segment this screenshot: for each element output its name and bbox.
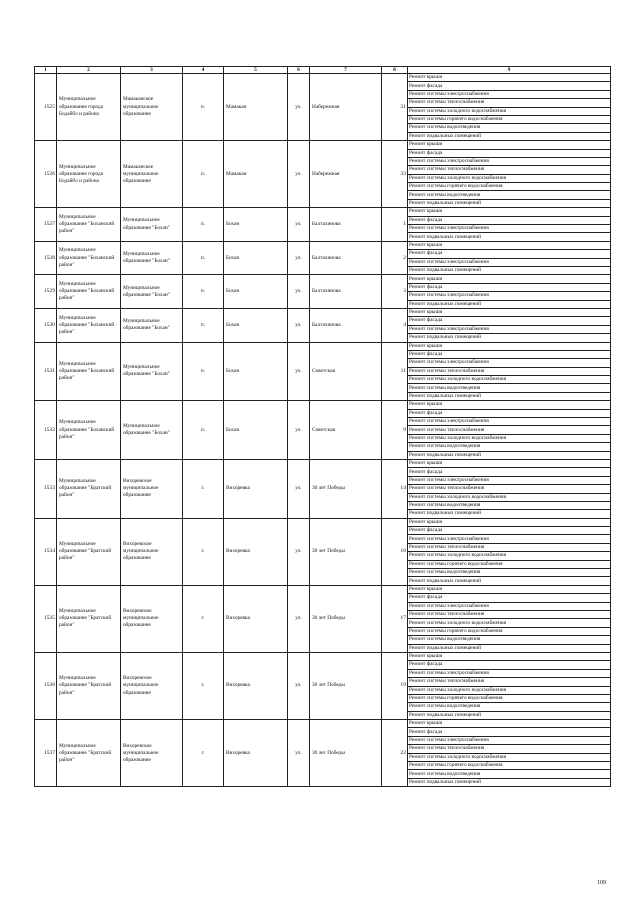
settlement-cell: Вихоревское муниципальное образование	[121, 518, 183, 585]
settlement-cell: Мамаканское муниципальное образование	[121, 74, 183, 141]
locality-cell: Бохан	[224, 241, 288, 275]
row-number-cell: 1535	[35, 585, 57, 652]
locality-cell: Бохан	[224, 275, 288, 309]
work-type-cell: Ремонт системы теплоснабжения	[408, 166, 611, 174]
row-number-cell: 1532	[35, 401, 57, 460]
locality-type-cell: п.	[183, 342, 224, 401]
work-type-cell: Ремонт системы электроснабжения	[408, 418, 611, 426]
house-number-cell: 3	[382, 275, 408, 309]
work-type-cell: Ремонт крыши	[408, 208, 611, 216]
work-type-cell: Ремонт системы электроснабжения	[408, 359, 611, 367]
municipal-district-cell: Муниципальное образование города Бодайбо и района	[57, 141, 121, 208]
work-type-cell: Ремонт системы холодного водоснабжения	[408, 174, 611, 182]
locality-type-cell: г.	[183, 720, 224, 787]
street-cell: Советская	[310, 342, 382, 401]
street-type-cell: ул.	[288, 342, 310, 401]
locality-type-cell: г.	[183, 459, 224, 518]
work-type-cell: Ремонт системы горячего водоснабжения	[408, 560, 611, 568]
house-number-cell: 2	[382, 241, 408, 275]
work-type-cell: Ремонт системы электроснабжения	[408, 225, 611, 233]
work-type-cell: Ремонт системы теплоснабжения	[408, 426, 611, 434]
row-number-cell: 1525	[35, 74, 57, 141]
street-cell: 30 лет Победы	[310, 652, 382, 719]
work-type-cell: Ремонт крыши	[408, 241, 611, 249]
locality-type-cell: г.	[183, 585, 224, 652]
house-number-cell: 9	[382, 401, 408, 460]
settlement-cell: Муниципальное образование "Бохан"	[121, 342, 183, 401]
table-row	[35, 342, 611, 350]
work-type-cell: Ремонт крыши	[408, 74, 611, 82]
work-type-cell: Ремонт системы водоотведения	[408, 703, 611, 711]
work-type-cell: Ремонт системы теплоснабжения	[408, 367, 611, 375]
municipal-district-cell: Муниципальное образование "Братский район"	[57, 518, 121, 585]
col-header: 7	[310, 67, 382, 74]
work-type-cell: Ремонт крыши	[408, 308, 611, 316]
work-type-cell: Ремонт системы водоотведения	[408, 191, 611, 199]
table-row	[35, 401, 611, 409]
municipal-district-cell: Муниципальное образование "Боханский район"	[57, 275, 121, 309]
locality-cell: Бохан	[224, 342, 288, 401]
street-cell: 30 лет Победы	[310, 518, 382, 585]
table-row	[35, 141, 611, 149]
work-type-cell: Ремонт системы водоотведения	[408, 443, 611, 451]
municipal-district-cell: Муниципальное образование "Боханский район"	[57, 342, 121, 401]
street-type-cell: ул.	[288, 208, 310, 242]
locality-type-cell: п.	[183, 401, 224, 460]
street-cell: Набережная	[310, 141, 382, 208]
work-type-cell: Ремонт подвальных помещений	[408, 334, 611, 342]
settlement-cell: Муниципальное образование "Бохан"	[121, 401, 183, 460]
street-type-cell: ул.	[288, 518, 310, 585]
locality-cell: Бохан	[224, 308, 288, 342]
table-row	[35, 652, 611, 660]
locality-type-cell: п.	[183, 275, 224, 309]
work-type-cell: Ремонт системы теплоснабжения	[408, 745, 611, 753]
settlement-cell: Муниципальное образование "Бохан"	[121, 241, 183, 275]
work-type-cell: Ремонт подвальных помещений	[408, 199, 611, 207]
work-type-cell: Ремонт системы холодного водоснабжения	[408, 434, 611, 442]
street-cell: Балтахинова	[310, 241, 382, 275]
locality-type-cell: п.	[183, 141, 224, 208]
row-number-cell: 1534	[35, 518, 57, 585]
house-number-cell: 14	[382, 459, 408, 518]
street-cell: Балтахинова	[310, 275, 382, 309]
table-body	[35, 74, 611, 787]
municipal-district-cell: Муниципальное образование города Бодайбо и района	[57, 74, 121, 141]
locality-type-cell: п.	[183, 208, 224, 242]
work-type-cell: Ремонт системы водоотведения	[408, 636, 611, 644]
work-type-cell: Ремонт подвальных помещений	[408, 778, 611, 786]
house-number-cell: 11	[382, 342, 408, 401]
work-type-cell: Ремонт системы горячего водоснабжения	[408, 115, 611, 123]
locality-cell: Мамакан	[224, 74, 288, 141]
work-type-cell: Ремонт системы горячего водоснабжения	[408, 627, 611, 635]
row-number-cell: 1531	[35, 342, 57, 401]
street-type-cell: ул.	[288, 652, 310, 719]
work-type-cell: Ремонт системы холодного водоснабжения	[408, 107, 611, 115]
municipal-district-cell: Муниципальное образование "Братский район"	[57, 585, 121, 652]
locality-type-cell: п.	[183, 308, 224, 342]
house-number-cell: 17	[382, 585, 408, 652]
table-row	[35, 74, 611, 82]
street-cell: Балтахинова	[310, 208, 382, 242]
work-type-cell: Ремонт крыши	[408, 518, 611, 526]
street-type-cell: ул.	[288, 141, 310, 208]
work-type-cell: Ремонт подвальных помещений	[408, 233, 611, 241]
municipal-district-cell: Муниципальное образование "Боханский район"	[57, 401, 121, 460]
work-type-cell: Ремонт фасада	[408, 468, 611, 476]
work-type-cell: Ремонт подвальных помещений	[408, 577, 611, 585]
house-number-cell: 19	[382, 652, 408, 719]
municipal-district-cell: Муниципальное образование "Братский район"	[57, 652, 121, 719]
municipal-district-cell: Муниципальное образование "Боханский район"	[57, 241, 121, 275]
work-type-cell: Ремонт фасада	[408, 594, 611, 602]
work-type-cell: Ремонт крыши	[408, 720, 611, 728]
work-type-cell: Ремонт подвальных помещений	[408, 711, 611, 719]
locality-type-cell: п.	[183, 74, 224, 141]
locality-cell: Вихоревка	[224, 652, 288, 719]
municipal-district-cell: Муниципальное образование "Боханский район"	[57, 308, 121, 342]
work-type-cell: Ремонт системы электроснабжения	[408, 325, 611, 333]
house-number-cell: 16	[382, 518, 408, 585]
house-number-cell: 31	[382, 74, 408, 141]
street-type-cell: ул.	[288, 720, 310, 787]
col-header: 5	[224, 67, 288, 74]
work-type-cell: Ремонт подвальных помещений	[408, 451, 611, 459]
col-header: 9	[408, 67, 611, 74]
house-number-cell: 33	[382, 141, 408, 208]
table-row	[35, 308, 611, 316]
settlement-cell: Муниципальное образование "Бохан"	[121, 275, 183, 309]
work-type-cell: Ремонт системы теплоснабжения	[408, 543, 611, 551]
work-type-cell: Ремонт системы водоотведения	[408, 124, 611, 132]
municipal-district-cell: Муниципальное образование "Боханский район"	[57, 208, 121, 242]
locality-cell: Вихоревка	[224, 720, 288, 787]
locality-cell: Мамакан	[224, 141, 288, 208]
house-number-cell: 1	[382, 208, 408, 242]
street-cell: Балтахинова	[310, 308, 382, 342]
header-row	[35, 67, 611, 74]
work-type-cell: Ремонт фасада	[408, 728, 611, 736]
work-type-cell: Ремонт системы водоотведения	[408, 384, 611, 392]
settlement-cell: Вихоревское муниципальное образование	[121, 585, 183, 652]
work-type-cell: Ремонт системы холодного водоснабжения	[408, 376, 611, 384]
locality-cell: Бохан	[224, 401, 288, 460]
table-row	[35, 241, 611, 249]
street-type-cell: ул.	[288, 241, 310, 275]
work-type-cell: Ремонт фасада	[408, 216, 611, 224]
col-header: 3	[121, 67, 183, 74]
settlement-cell: Муниципальное образование "Бохан"	[121, 308, 183, 342]
municipal-district-cell: Муниципальное образование "Братский район"	[57, 459, 121, 518]
work-type-cell: Ремонт системы теплоснабжения	[408, 99, 611, 107]
work-type-cell: Ремонт системы горячего водоснабжения	[408, 183, 611, 191]
work-type-cell: Ремонт подвальных помещений	[408, 300, 611, 308]
work-type-cell: Ремонт системы холодного водоснабжения	[408, 619, 611, 627]
house-number-cell: 4	[382, 308, 408, 342]
settlement-cell: Вихоревское муниципальное образование	[121, 652, 183, 719]
work-type-cell: Ремонт крыши	[408, 141, 611, 149]
work-type-cell: Ремонт крыши	[408, 585, 611, 593]
table-row	[35, 459, 611, 467]
repair-program-table	[34, 66, 611, 787]
row-number-cell: 1529	[35, 275, 57, 309]
street-type-cell: ул.	[288, 459, 310, 518]
street-cell: 30 лет Победы	[310, 459, 382, 518]
row-number-cell: 1530	[35, 308, 57, 342]
work-type-cell: Ремонт системы электроснабжения	[408, 669, 611, 677]
work-type-cell: Ремонт подвальных помещений	[408, 644, 611, 652]
street-type-cell: ул.	[288, 308, 310, 342]
work-type-cell: Ремонт системы горячего водоснабжения	[408, 762, 611, 770]
table-row	[35, 720, 611, 728]
street-cell: 30 лет Победы	[310, 720, 382, 787]
work-type-cell: Ремонт подвальных помещений	[408, 392, 611, 400]
work-type-cell: Ремонт системы электроснабжения	[408, 736, 611, 744]
work-type-cell: Ремонт фасада	[408, 82, 611, 90]
work-type-cell: Ремонт фасада	[408, 283, 611, 291]
table-row	[35, 518, 611, 526]
work-type-cell: Ремонт системы электроснабжения	[408, 292, 611, 300]
row-number-cell: 1537	[35, 720, 57, 787]
work-type-cell: Ремонт крыши	[408, 275, 611, 283]
settlement-cell: Мамаканское муниципальное образование	[121, 141, 183, 208]
street-type-cell: ул.	[288, 401, 310, 460]
col-header: 2	[57, 67, 121, 74]
work-type-cell: Ремонт крыши	[408, 459, 611, 467]
street-cell: 30 лет Победы	[310, 585, 382, 652]
work-type-cell: Ремонт системы холодного водоснабжения	[408, 686, 611, 694]
work-type-cell: Ремонт фасада	[408, 409, 611, 417]
work-type-cell: Ремонт системы электроснабжения	[408, 535, 611, 543]
work-type-cell: Ремонт системы водоотведения	[408, 569, 611, 577]
locality-cell: Вихоревка	[224, 518, 288, 585]
work-type-cell: Ремонт крыши	[408, 401, 611, 409]
locality-type-cell: п.	[183, 241, 224, 275]
work-type-cell: Ремонт подвальных помещений	[408, 510, 611, 518]
work-type-cell: Ремонт системы теплоснабжения	[408, 485, 611, 493]
work-type-cell: Ремонт фасада	[408, 149, 611, 157]
work-type-cell: Ремонт системы теплоснабжения	[408, 678, 611, 686]
work-type-cell: Ремонт системы электроснабжения	[408, 157, 611, 165]
col-header: 8	[382, 67, 408, 74]
settlement-cell: Муниципальное образование "Бохан"	[121, 208, 183, 242]
settlement-cell: Вихоревское муниципальное образование	[121, 459, 183, 518]
col-header: 6	[288, 67, 310, 74]
work-type-cell: Ремонт подвальных помещений	[408, 266, 611, 274]
street-type-cell: ул.	[288, 275, 310, 309]
locality-type-cell: г.	[183, 652, 224, 719]
house-number-cell: 22	[382, 720, 408, 787]
street-type-cell: ул.	[288, 585, 310, 652]
work-type-cell: Ремонт системы водоотведения	[408, 501, 611, 509]
work-type-cell: Ремонт фасада	[408, 350, 611, 358]
locality-cell: Вихоревка	[224, 585, 288, 652]
row-number-cell: 1526	[35, 141, 57, 208]
page-number: 109	[597, 880, 606, 886]
work-type-cell: Ремонт системы электроснабжения	[408, 476, 611, 484]
row-number-cell: 1527	[35, 208, 57, 242]
work-type-cell: Ремонт фасада	[408, 317, 611, 325]
work-type-cell: Ремонт системы холодного водоснабжения	[408, 493, 611, 501]
row-number-cell: 1528	[35, 241, 57, 275]
table-row	[35, 275, 611, 283]
work-type-cell: Ремонт фасада	[408, 661, 611, 669]
street-cell: Набережная	[310, 74, 382, 141]
col-header: 1	[35, 67, 57, 74]
work-type-cell: Ремонт системы водоотведения	[408, 770, 611, 778]
work-type-cell: Ремонт системы электроснабжения	[408, 258, 611, 266]
work-type-cell: Ремонт системы электроснабжения	[408, 90, 611, 98]
work-type-cell: Ремонт системы холодного водоснабжения	[408, 552, 611, 560]
locality-cell: Вихоревка	[224, 459, 288, 518]
table-row	[35, 585, 611, 593]
table-row	[35, 208, 611, 216]
work-type-cell: Ремонт фасада	[408, 250, 611, 258]
row-number-cell: 1536	[35, 652, 57, 719]
street-type-cell: ул.	[288, 74, 310, 141]
locality-type-cell: г.	[183, 518, 224, 585]
work-type-cell: Ремонт системы электроснабжения	[408, 602, 611, 610]
municipal-district-cell: Муниципальное образование "Братский район"	[57, 720, 121, 787]
work-type-cell: Ремонт подвальных помещений	[408, 132, 611, 140]
work-type-cell: Ремонт системы холодного водоснабжения	[408, 753, 611, 761]
work-type-cell: Ремонт крыши	[408, 342, 611, 350]
locality-cell: Бохан	[224, 208, 288, 242]
row-number-cell: 1533	[35, 459, 57, 518]
work-type-cell: Ремонт системы теплоснабжения	[408, 611, 611, 619]
col-header: 4	[183, 67, 224, 74]
street-cell: Советская	[310, 401, 382, 460]
work-type-cell: Ремонт фасада	[408, 527, 611, 535]
work-type-cell: Ремонт системы горячего водоснабжения	[408, 694, 611, 702]
settlement-cell: Вихоревское муниципальное образование	[121, 720, 183, 787]
work-type-cell: Ремонт крыши	[408, 652, 611, 660]
